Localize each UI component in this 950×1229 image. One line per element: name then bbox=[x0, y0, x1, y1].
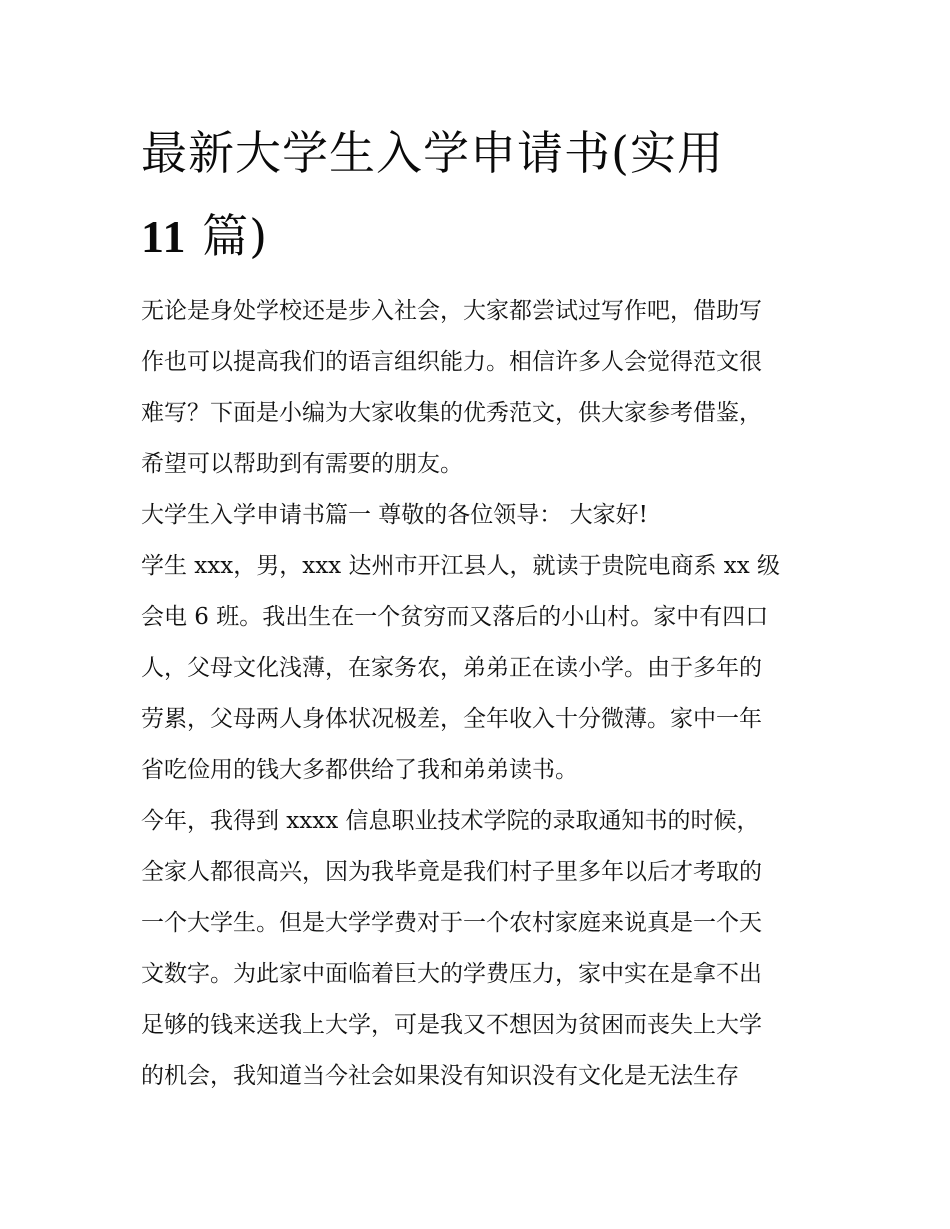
title-line-2: 篇) bbox=[186, 209, 269, 263]
body-line: 无论是身处学校还是步入社会，大家都尝试过写作吧，借助写 bbox=[141, 298, 762, 324]
body-line: 省吃俭用的钱大多都供给了我和弟弟读书。 bbox=[141, 757, 578, 783]
body-line: 的机会，我知道当今社会如果没有知识没有文化是无法生存 bbox=[141, 1063, 739, 1089]
body-line: 文数字。为此家中面临着巨大的学费压力，家中实在是拿不出 bbox=[141, 961, 762, 987]
body-line: 难写？下面是小编为大家收集的优秀范文，供大家参考借鉴， bbox=[141, 400, 762, 426]
title-line-1: 最新大学生入学申请书(实用 bbox=[141, 126, 724, 180]
body-line: 希望可以帮助到有需要的朋友。 bbox=[141, 451, 463, 477]
section-heading-line: 大学生入学申请书篇一 尊敬的各位领导： 大家好! bbox=[141, 502, 648, 528]
body-line: 足够的钱来送我上大学，可是我又不想因为贫困而丧失上大学 bbox=[141, 1012, 762, 1038]
title-number: 11 bbox=[141, 211, 187, 262]
body-line: 人，父母文化浅薄，在家务农，弟弟正在读小学。由于多年的 bbox=[141, 655, 762, 681]
body-line: 全家人都很高兴，因为我毕竟是我们村子里多年以后才考取的 bbox=[141, 859, 762, 885]
body-line: 会电 6 班。我出生在一个贫穷而又落后的小山村。家中有四口 bbox=[141, 604, 769, 630]
body-line: 一个大学生。但是大学学费对于一个农村家庭来说真是一个天 bbox=[141, 910, 762, 936]
document-page bbox=[141, 112, 813, 1102]
body-line: 劳累，父母两人身体状况极差，全年收入十分微薄。家中一年 bbox=[141, 706, 762, 732]
body-line: 学生 xxx，男，xxx 达州市开江县人，就读于贵院电商系 xx 级 bbox=[141, 553, 781, 579]
document-title bbox=[141, 112, 813, 278]
document-body bbox=[141, 286, 813, 1102]
body-line: 作也可以提高我们的语言组织能力。相信许多人会觉得范文很 bbox=[141, 349, 762, 375]
body-line: 今年，我得到 xxxx 信息职业技术学院的录取通知书的时候， bbox=[141, 808, 760, 834]
